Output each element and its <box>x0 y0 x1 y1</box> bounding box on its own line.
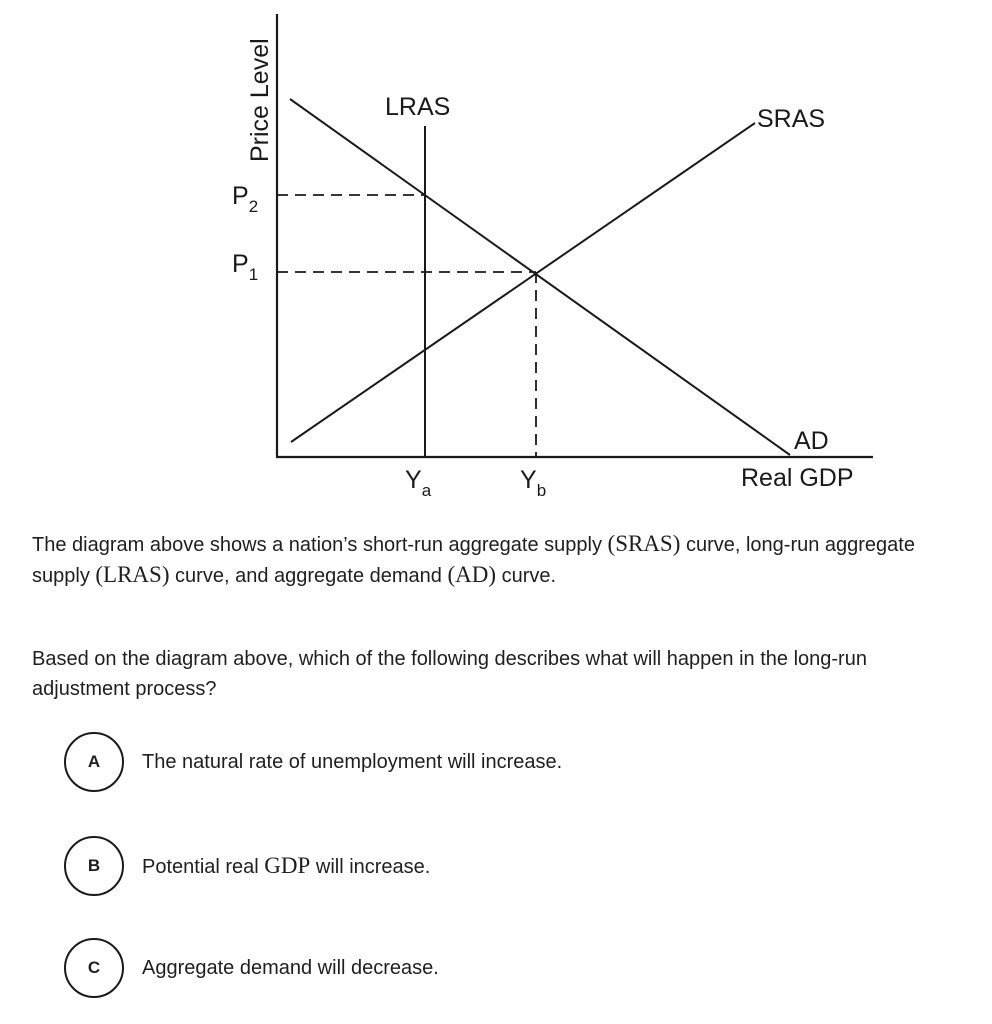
intro-text: supply <box>32 565 96 587</box>
option-c-letter[interactable]: C <box>64 938 124 998</box>
option-b[interactable] <box>64 834 764 898</box>
sras-math: (SRAS) <box>607 531 681 556</box>
p2-label: $P_2$ <box>232 182 259 216</box>
p1-label: $P_1$ <box>232 250 259 284</box>
lras-label: LRAS <box>385 93 451 121</box>
ad-math: (AD) <box>447 562 497 587</box>
gdp-math: GDP <box>264 853 311 878</box>
intro-line-1 <box>32 529 915 560</box>
intro-text: curve, and aggregate demand <box>169 565 448 587</box>
question-line-1: Based on the diagram above, which of the following describes what will happen in the long-run <box>32 648 867 670</box>
option-a-letter[interactable]: A <box>64 732 124 792</box>
x-axis-label: Real GDP <box>741 464 854 492</box>
option-b-text: Potential real GDP will increase. <box>142 853 431 878</box>
intro-text: curve, long-run aggregate <box>680 534 915 556</box>
intro-text: The diagram above shows a nation’s short-run aggregate supply <box>32 534 608 556</box>
intro-paragraph <box>32 529 915 591</box>
option-c-text: Aggregate demand will decrease. <box>142 956 439 979</box>
ya-label: $Y_a$ <box>405 466 432 500</box>
option-a-text: The natural rate of unemployment will increase. <box>142 750 563 773</box>
sras-label: SRAS <box>757 105 826 133</box>
intro-line-2 <box>32 560 915 591</box>
ad-label: AD <box>794 427 829 455</box>
option-a[interactable] <box>64 730 764 794</box>
intro-text: curve. <box>496 565 557 587</box>
sras-curve <box>291 123 755 442</box>
ad-curve <box>290 99 790 455</box>
option-b-letter[interactable]: B <box>64 836 124 896</box>
question-text <box>32 644 867 704</box>
as-ad-diagram <box>0 0 992 510</box>
option-c[interactable] <box>64 936 764 1000</box>
y-axis-label: Price Level <box>246 38 274 162</box>
yb-label: $Y_b$ <box>520 466 547 500</box>
lras-math: (LRAS) <box>95 562 170 587</box>
question-line-2: adjustment process? <box>32 678 217 700</box>
